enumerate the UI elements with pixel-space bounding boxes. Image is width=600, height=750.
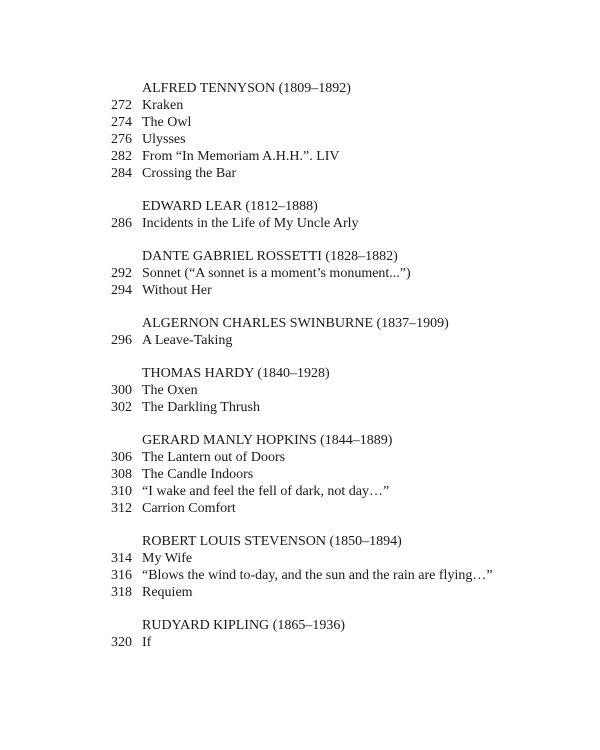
- author-section: [0, 533, 600, 601]
- page-number: 294: [111, 283, 132, 298]
- page-number: 302: [111, 400, 132, 415]
- page-number: 274: [111, 115, 132, 130]
- poem-title: Crossing the Bar: [142, 166, 237, 181]
- author-section: [0, 80, 600, 182]
- poem-title: Without Her: [142, 283, 212, 298]
- poem-title: Carrion Comfort: [142, 501, 236, 516]
- toc-entry[interactable]: [0, 483, 600, 500]
- poem-title: My Wife: [142, 551, 193, 566]
- toc-entry[interactable]: [0, 449, 600, 466]
- author-heading: RUDYARD KIPLING (1865–1936): [142, 618, 345, 633]
- poem-title: The Lantern out of Doors: [142, 450, 286, 465]
- poem-title: The Darkling Thrush: [142, 400, 260, 415]
- poem-title: Sonnet (“A sonnet is a moment’s monument...”): [142, 266, 411, 281]
- toc-entry[interactable]: [0, 215, 600, 232]
- toc-entry[interactable]: [0, 282, 600, 299]
- page-number: 276: [111, 132, 132, 147]
- page-number: 272: [111, 98, 132, 113]
- author-heading: DANTE GABRIEL ROSSETTI (1828–1882): [142, 249, 398, 264]
- author-heading: ROBERT LOUIS STEVENSON (1850–1894): [142, 534, 402, 549]
- author-section: [0, 365, 600, 416]
- author-heading: GERARD MANLY HOPKINS (1844–1889): [142, 433, 393, 448]
- toc-entry[interactable]: [0, 131, 600, 148]
- poem-title: “I wake and feel the fell of dark, not day…”: [142, 484, 390, 499]
- poem-title: Requiem: [142, 585, 193, 600]
- toc-entry[interactable]: [0, 550, 600, 567]
- page-number: 306: [111, 450, 132, 465]
- toc-entry[interactable]: [0, 165, 600, 182]
- author-heading: ALFRED TENNYSON (1809–1892): [142, 81, 351, 96]
- poem-title: If: [142, 635, 152, 650]
- toc-entry[interactable]: [0, 399, 600, 416]
- page-number: 282: [111, 149, 132, 164]
- table-of-contents: [0, 80, 600, 667]
- toc-entry[interactable]: [0, 265, 600, 282]
- page-number: 312: [111, 501, 132, 516]
- author-section: [0, 248, 600, 299]
- page-number: 296: [111, 333, 132, 348]
- page-number: 300: [111, 383, 132, 398]
- toc-entry[interactable]: [0, 97, 600, 114]
- page-number: 284: [111, 166, 132, 181]
- page-number: 320: [111, 635, 132, 650]
- toc-entry[interactable]: [0, 567, 600, 584]
- author-section: [0, 432, 600, 517]
- poem-title: “Blows the wind to-day, and the sun and the rain are flying…”: [142, 568, 493, 583]
- author-section: [0, 315, 600, 349]
- author-heading: ALGERNON CHARLES SWINBURNE (1837–1909): [142, 316, 449, 331]
- poem-title: The Oxen: [142, 383, 198, 398]
- toc-entry[interactable]: [0, 466, 600, 483]
- page-number: 308: [111, 467, 132, 482]
- toc-entry[interactable]: [0, 500, 600, 517]
- poem-title: The Candle Indoors: [142, 467, 254, 482]
- poem-title: A Leave-Taking: [142, 333, 233, 348]
- poem-title: Ulysses: [142, 132, 186, 147]
- toc-entry[interactable]: [0, 382, 600, 399]
- author-section: [0, 617, 600, 651]
- toc-entry[interactable]: [0, 634, 600, 651]
- page-number: 314: [111, 551, 132, 566]
- page-number: 292: [111, 266, 132, 281]
- poem-title: The Owl: [142, 115, 192, 130]
- author-heading: THOMAS HARDY (1840–1928): [142, 366, 330, 381]
- poem-title: From “In Memoriam A.H.H.”. LIV: [142, 149, 340, 164]
- toc-entry[interactable]: [0, 584, 600, 601]
- page-number: 286: [111, 216, 132, 231]
- toc-entry[interactable]: [0, 148, 600, 165]
- page-number: 318: [111, 585, 132, 600]
- page-number: 316: [111, 568, 132, 583]
- author-heading: EDWARD LEAR (1812–1888): [142, 199, 318, 214]
- page-number: 310: [111, 484, 132, 499]
- poem-title: Kraken: [142, 98, 184, 113]
- poem-title: Incidents in the Life of My Uncle Arly: [142, 216, 359, 231]
- author-section: [0, 198, 600, 232]
- toc-entry[interactable]: [0, 332, 600, 349]
- toc-entry[interactable]: [0, 114, 600, 131]
